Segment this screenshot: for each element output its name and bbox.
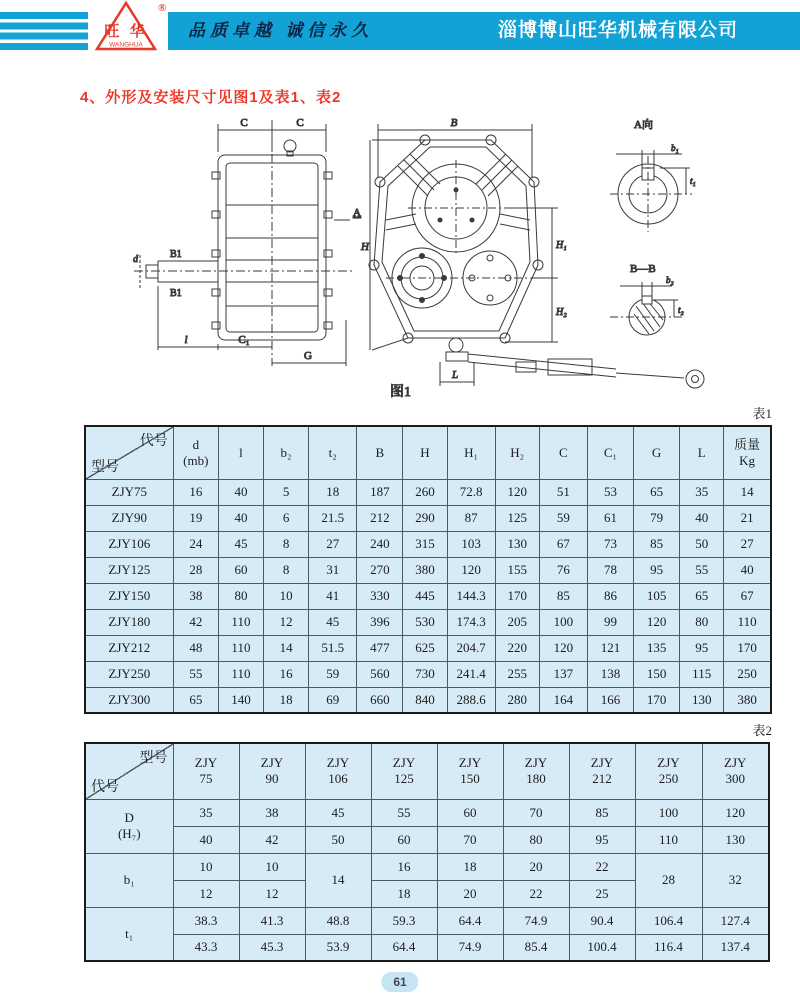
cell: 38 bbox=[239, 799, 305, 826]
cell: 40 bbox=[173, 826, 239, 853]
cell: 60 bbox=[218, 557, 263, 583]
dim-label-b1-upper: B1 bbox=[170, 249, 182, 260]
section-title: 4、外形及安装尺寸见图1及表1、表2 bbox=[80, 89, 342, 106]
table-row bbox=[85, 907, 769, 934]
cell: 103 bbox=[447, 531, 495, 557]
table-row bbox=[85, 687, 771, 713]
cell: 70 bbox=[503, 799, 569, 826]
table2-col-zjy300: ZJY 300 bbox=[702, 743, 769, 799]
cell: 74.9 bbox=[503, 907, 569, 934]
table1-tag: 表1 bbox=[752, 406, 772, 421]
cell: 21 bbox=[724, 505, 771, 531]
cell: 95 bbox=[634, 557, 680, 583]
dim-label-d: d bbox=[133, 254, 138, 265]
cell: 106.4 bbox=[635, 907, 702, 934]
cell: 70 bbox=[437, 826, 503, 853]
cell: 120 bbox=[634, 609, 680, 635]
cell: 35 bbox=[680, 479, 724, 505]
cell: 60 bbox=[437, 799, 503, 826]
cell: 330 bbox=[357, 583, 403, 609]
cell: 16 bbox=[173, 479, 218, 505]
cell: 20 bbox=[503, 853, 569, 880]
registered-mark: ® bbox=[158, 2, 167, 14]
table-row bbox=[85, 799, 769, 826]
cell: 78 bbox=[587, 557, 633, 583]
cell: 14 bbox=[264, 635, 309, 661]
cell: 24 bbox=[173, 531, 218, 557]
cell: 18 bbox=[371, 880, 437, 907]
cell: 85.4 bbox=[503, 934, 569, 961]
cell: 59 bbox=[309, 661, 357, 687]
table-row bbox=[85, 661, 771, 687]
cell: 170 bbox=[634, 687, 680, 713]
cell: 67 bbox=[724, 583, 771, 609]
cell: 99 bbox=[587, 609, 633, 635]
model-cell: ZJY75 bbox=[85, 479, 173, 505]
table2-col-zjy90: ZJY 90 bbox=[239, 743, 305, 799]
cell: 137 bbox=[539, 661, 587, 687]
cell: 138 bbox=[587, 661, 633, 687]
model-cell: ZJY150 bbox=[85, 583, 173, 609]
table2-col-zjy250: ZJY 250 bbox=[635, 743, 702, 799]
logo-stripes-icon bbox=[0, 12, 88, 50]
cell: 730 bbox=[403, 661, 447, 687]
company-name: 淄博博山旺华机械有限公司 bbox=[497, 20, 738, 41]
cell: 53 bbox=[587, 479, 633, 505]
logo-sub: WANGHUA bbox=[109, 41, 143, 49]
cell: 10 bbox=[173, 853, 239, 880]
cell: 380 bbox=[724, 687, 771, 713]
key-label-b2: b₂ bbox=[666, 275, 674, 285]
table2-header-row bbox=[85, 743, 769, 799]
cell: 8 bbox=[264, 531, 309, 557]
table1-col-H: H bbox=[403, 426, 447, 479]
cell: 55 bbox=[173, 661, 218, 687]
cell: 22 bbox=[569, 853, 635, 880]
cell: 110 bbox=[724, 609, 771, 635]
cell: 130 bbox=[680, 687, 724, 713]
header-band bbox=[168, 12, 800, 50]
table1 bbox=[84, 425, 772, 714]
cell: 69 bbox=[309, 687, 357, 713]
dim-label-h1: H₁ bbox=[556, 240, 567, 251]
logo-name: 旺 华 bbox=[104, 23, 148, 40]
cell: 260 bbox=[403, 479, 447, 505]
page-number: 61 bbox=[381, 972, 418, 992]
cell: 116.4 bbox=[635, 934, 702, 961]
table-row bbox=[85, 531, 771, 557]
table1-corner-cell bbox=[85, 426, 173, 479]
cell: 170 bbox=[724, 635, 771, 661]
cell: 67 bbox=[539, 531, 587, 557]
cell: 31 bbox=[309, 557, 357, 583]
dim-label-g: G bbox=[304, 350, 312, 362]
cell: 40 bbox=[218, 479, 263, 505]
model-cell: ZJY212 bbox=[85, 635, 173, 661]
table-row bbox=[85, 583, 771, 609]
cell: 45 bbox=[305, 799, 371, 826]
cell: 130 bbox=[495, 531, 539, 557]
table2-col-zjy75: ZJY 75 bbox=[173, 743, 239, 799]
cell: 65 bbox=[680, 583, 724, 609]
dim-label-b1-lower: B1 bbox=[170, 288, 182, 299]
dim-label-c-right: C bbox=[296, 117, 304, 129]
cell: 396 bbox=[357, 609, 403, 635]
cell: 6 bbox=[264, 505, 309, 531]
cell: 53.9 bbox=[305, 934, 371, 961]
cell: 28 bbox=[173, 557, 218, 583]
cell: 38.3 bbox=[173, 907, 239, 934]
row-label-b1: b₁ bbox=[85, 853, 173, 907]
table1-col-H1: H₁ bbox=[447, 426, 495, 479]
view-a-label: A向 bbox=[634, 119, 653, 131]
figure-1 bbox=[50, 110, 750, 402]
dim-label-l2: L bbox=[451, 369, 459, 381]
cell: 65 bbox=[173, 687, 218, 713]
model-cell: ZJY300 bbox=[85, 687, 173, 713]
cell: 45 bbox=[218, 531, 263, 557]
cell: 60 bbox=[371, 826, 437, 853]
cell: 25 bbox=[569, 880, 635, 907]
table1-col-H2: H₂ bbox=[495, 426, 539, 479]
dim-label-a: A bbox=[353, 207, 361, 219]
table1-col-b2: b₂ bbox=[264, 426, 309, 479]
key-label-b1: b₁ bbox=[671, 143, 679, 153]
corner-top-label: 代号 bbox=[139, 434, 168, 449]
cell: 660 bbox=[357, 687, 403, 713]
cell: 40 bbox=[218, 505, 263, 531]
cell: 212 bbox=[357, 505, 403, 531]
cell: 72.8 bbox=[447, 479, 495, 505]
cell: 625 bbox=[403, 635, 447, 661]
table1-col-C1: C₁ bbox=[587, 426, 633, 479]
dim-label-b: B bbox=[450, 117, 458, 129]
cell: 120 bbox=[447, 557, 495, 583]
cell: 73 bbox=[587, 531, 633, 557]
cell: 205 bbox=[495, 609, 539, 635]
cell: 59 bbox=[539, 505, 587, 531]
cell: 10 bbox=[264, 583, 309, 609]
cell: 5 bbox=[264, 479, 309, 505]
table1-header-row bbox=[85, 426, 771, 479]
row-label-t1: t₁ bbox=[85, 907, 173, 961]
key-label-t1: t₁ bbox=[690, 176, 696, 186]
cell: 48.8 bbox=[305, 907, 371, 934]
cell: 76 bbox=[539, 557, 587, 583]
model-cell: ZJY125 bbox=[85, 557, 173, 583]
cell: 27 bbox=[724, 531, 771, 557]
cell: 90.4 bbox=[569, 907, 635, 934]
cell: 51 bbox=[539, 479, 587, 505]
cell: 840 bbox=[403, 687, 447, 713]
cell: 55 bbox=[680, 557, 724, 583]
cell: 187 bbox=[357, 479, 403, 505]
table-row bbox=[85, 479, 771, 505]
cell: 40 bbox=[724, 557, 771, 583]
cell: 290 bbox=[403, 505, 447, 531]
dim-label-h2: H₂ bbox=[556, 307, 567, 318]
cell: 170 bbox=[495, 583, 539, 609]
cell: 40 bbox=[680, 505, 724, 531]
cell: 18 bbox=[437, 853, 503, 880]
key-label-t2: t₂ bbox=[678, 305, 684, 315]
cell: 100 bbox=[635, 799, 702, 826]
model-cell: ZJY106 bbox=[85, 531, 173, 557]
cell: 270 bbox=[357, 557, 403, 583]
cell: 14 bbox=[305, 853, 371, 907]
cell: 61 bbox=[587, 505, 633, 531]
cell: 19 bbox=[173, 505, 218, 531]
cell: 100 bbox=[539, 609, 587, 635]
cell: 280 bbox=[495, 687, 539, 713]
cell: 121 bbox=[587, 635, 633, 661]
dim-label-l: l bbox=[184, 334, 188, 346]
cell: 64.4 bbox=[437, 907, 503, 934]
cell: 144.3 bbox=[447, 583, 495, 609]
cell: 105 bbox=[634, 583, 680, 609]
cell: 87 bbox=[447, 505, 495, 531]
cell: 79 bbox=[634, 505, 680, 531]
cell: 220 bbox=[495, 635, 539, 661]
cell: 250 bbox=[724, 661, 771, 687]
table-row bbox=[85, 826, 769, 853]
table-row bbox=[85, 853, 769, 880]
cell: 120 bbox=[495, 479, 539, 505]
cell: 59.3 bbox=[371, 907, 437, 934]
figure-caption: 图1 bbox=[390, 385, 411, 400]
cell: 10 bbox=[239, 853, 305, 880]
front-view bbox=[360, 117, 704, 388]
model-cell: ZJY180 bbox=[85, 609, 173, 635]
model-cell: ZJY250 bbox=[85, 661, 173, 687]
corner-bottom-label: 型号 bbox=[91, 459, 119, 475]
cell: 115 bbox=[680, 661, 724, 687]
cell: 85 bbox=[634, 531, 680, 557]
cell: 38 bbox=[173, 583, 218, 609]
cell: 477 bbox=[357, 635, 403, 661]
cell: 135 bbox=[634, 635, 680, 661]
table2-corner-cell bbox=[85, 743, 173, 799]
cell: 16 bbox=[371, 853, 437, 880]
table1-col-kg: 质量 Kg bbox=[724, 426, 771, 479]
table-row bbox=[85, 934, 769, 961]
cell: 21.5 bbox=[309, 505, 357, 531]
cell: 85 bbox=[539, 583, 587, 609]
cell: 255 bbox=[495, 661, 539, 687]
cell: 55 bbox=[371, 799, 437, 826]
cell: 32 bbox=[702, 853, 769, 907]
table1-col-L: L bbox=[680, 426, 724, 479]
table2-col-zjy180: ZJY 180 bbox=[503, 743, 569, 799]
cell: 120 bbox=[702, 799, 769, 826]
table2-col-zjy150: ZJY 150 bbox=[437, 743, 503, 799]
cell: 43.3 bbox=[173, 934, 239, 961]
corner-top-label: 型号 bbox=[139, 751, 168, 766]
cell: 51.5 bbox=[309, 635, 357, 661]
cell: 125 bbox=[495, 505, 539, 531]
cell: 18 bbox=[264, 687, 309, 713]
cell: 241.4 bbox=[447, 661, 495, 687]
model-cell: ZJY90 bbox=[85, 505, 173, 531]
cell: 50 bbox=[680, 531, 724, 557]
side-view bbox=[133, 117, 361, 366]
table-row bbox=[85, 635, 771, 661]
cell: 12 bbox=[239, 880, 305, 907]
cell: 12 bbox=[173, 880, 239, 907]
cell: 164 bbox=[539, 687, 587, 713]
cell: 86 bbox=[587, 583, 633, 609]
cell: 110 bbox=[218, 609, 263, 635]
dim-label-c1: C₁ bbox=[238, 334, 250, 346]
cell: 65 bbox=[634, 479, 680, 505]
table1-col-l: l bbox=[218, 426, 263, 479]
cell: 85 bbox=[569, 799, 635, 826]
cell: 127.4 bbox=[702, 907, 769, 934]
cell: 20 bbox=[437, 880, 503, 907]
cell: 137.4 bbox=[702, 934, 769, 961]
cell: 166 bbox=[587, 687, 633, 713]
cell: 50 bbox=[305, 826, 371, 853]
cell: 35 bbox=[173, 799, 239, 826]
header-slogan: 品质卓越 诚信永久 bbox=[188, 21, 374, 40]
table-row bbox=[85, 505, 771, 531]
section-bb bbox=[610, 263, 684, 335]
cell: 110 bbox=[218, 635, 263, 661]
cell: 240 bbox=[357, 531, 403, 557]
cell: 560 bbox=[357, 661, 403, 687]
table-row bbox=[85, 557, 771, 583]
cell: 80 bbox=[503, 826, 569, 853]
cell: 155 bbox=[495, 557, 539, 583]
cell: 27 bbox=[309, 531, 357, 557]
cell: 445 bbox=[403, 583, 447, 609]
table2-col-zjy125: ZJY 125 bbox=[371, 743, 437, 799]
cell: 80 bbox=[680, 609, 724, 635]
corner-bottom-label: 代号 bbox=[91, 779, 119, 795]
cell: 95 bbox=[680, 635, 724, 661]
cell: 140 bbox=[218, 687, 263, 713]
cell: 130 bbox=[702, 826, 769, 853]
cell: 204.7 bbox=[447, 635, 495, 661]
cell: 110 bbox=[635, 826, 702, 853]
cell: 14 bbox=[724, 479, 771, 505]
section-bb-label: B—B bbox=[630, 263, 656, 275]
table2-col-zjy212: ZJY 212 bbox=[569, 743, 635, 799]
cell: 22 bbox=[503, 880, 569, 907]
cell: 18 bbox=[309, 479, 357, 505]
cell: 42 bbox=[173, 609, 218, 635]
cell: 110 bbox=[218, 661, 263, 687]
table1-col-B: B bbox=[357, 426, 403, 479]
cell: 64.4 bbox=[371, 934, 437, 961]
figure-drawing bbox=[50, 110, 750, 402]
table2-tag: 表2 bbox=[752, 723, 772, 738]
cell: 41.3 bbox=[239, 907, 305, 934]
row-label-D: D (H₇) bbox=[85, 799, 173, 853]
cell: 8 bbox=[264, 557, 309, 583]
view-a bbox=[610, 117, 696, 232]
cell: 28 bbox=[635, 853, 702, 907]
cell: 530 bbox=[403, 609, 447, 635]
cell: 150 bbox=[634, 661, 680, 687]
cell: 120 bbox=[539, 635, 587, 661]
cell: 12 bbox=[264, 609, 309, 635]
dim-label-c-left: C bbox=[240, 117, 248, 129]
dim-label-h: H bbox=[361, 241, 369, 253]
table1-col-t2: t₂ bbox=[309, 426, 357, 479]
cell: 45 bbox=[309, 609, 357, 635]
cell: 315 bbox=[403, 531, 447, 557]
cell: 41 bbox=[309, 583, 357, 609]
cell: 48 bbox=[173, 635, 218, 661]
table1-col-C: C bbox=[539, 426, 587, 479]
table2-col-zjy106: ZJY 106 bbox=[305, 743, 371, 799]
cell: 174.3 bbox=[447, 609, 495, 635]
cell: 95 bbox=[569, 826, 635, 853]
cell: 74.9 bbox=[437, 934, 503, 961]
cell: 100.4 bbox=[569, 934, 635, 961]
table1-col-d: d (mb) bbox=[173, 426, 218, 479]
table2 bbox=[84, 742, 770, 962]
cell: 16 bbox=[264, 661, 309, 687]
cell: 288.6 bbox=[447, 687, 495, 713]
cell: 80 bbox=[218, 583, 263, 609]
table1-col-G: G bbox=[634, 426, 680, 479]
cell: 42 bbox=[239, 826, 305, 853]
cell: 380 bbox=[403, 557, 447, 583]
cell: 45.3 bbox=[239, 934, 305, 961]
table-row bbox=[85, 609, 771, 635]
